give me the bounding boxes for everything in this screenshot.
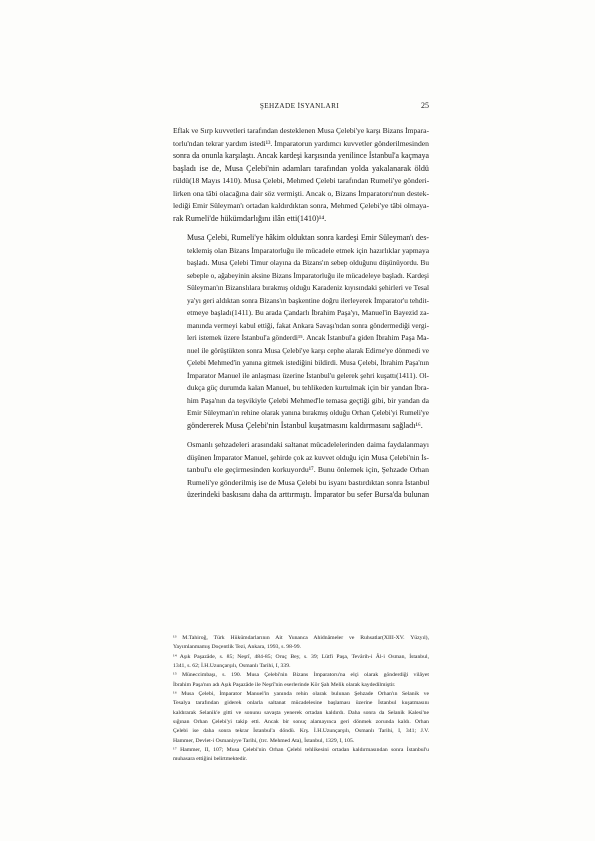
- text-line: başladı ise de, Musa Çelebi'nin adamları tarafından yolda yakalanarak öldü: [173, 163, 429, 173]
- footnote-17: [173, 746, 429, 765]
- text-line: rak Rumeli'de hükümdarlığını ilân etti(1410)¹⁴.: [173, 213, 327, 223]
- text-line: Rumeli'ye gönderilmiş ise de Musa Çelebi bu isyanı bastırdıktan sonra İstanbul: [187, 477, 429, 487]
- text-line: İmparator Manuel ile anlaşması üzerine İstanbul'u gelerek şehri kuşattı(1411). Ol-: [187, 370, 429, 380]
- footnote-line: İbrahim Paşa'nın adı Aşık Paşazâde ile Neşrî'nin eserlerinde Kör Şah Melik olarak kaydedilmiştir.: [173, 681, 396, 688]
- text-line: düşünen İmparator Manuel, şehirde çok az kuvvet olduğu için Musa Çelebi'nin İs-: [187, 452, 429, 462]
- text-line: sebeple o, ağabeyinin aksine Bizans İmparatorluğu ile mücadeleye başladı. Kardeşi: [187, 271, 429, 280]
- footnote-line: Tesalya tarafından giderek onlarla saltanat mücadelesine başlaması üzerine İstanbul kuşatmasını: [173, 700, 429, 707]
- text-line: Osmanlı şehzadeleri arasındaki saltanat mücadelelerinden daima faydalanmayı: [187, 440, 429, 449]
- footnote-15: [173, 671, 429, 690]
- text-line: nuel ile görüştükten sonra Musa Çelebi'ye karşı cephe alarak Edirne'ye dönmedi ve: [187, 346, 429, 355]
- text-line: başladı. Musa Çelebi Timur olayına da Bizans'ın sebep olduğunu düşünüyordu. Bu: [187, 259, 429, 267]
- paragraph-3: [173, 439, 429, 502]
- text-line: lediği Emir Süleyman'ı ortadan kaldırdıktan sonra, Mehmed Çelebi'ye tâbi olmaya-: [173, 201, 429, 210]
- footnote-line: Hammer, Devlet-i Osmaniyye Tarihi, (trc. Mehmed Ata), İstanbul, 1329, I, 105.: [173, 737, 355, 744]
- text-line: üzerindeki baskısını daha da arttırmıştı. İmparator bu sefer Bursa'da bulunan: [187, 490, 429, 499]
- paragraph-1: [173, 125, 429, 225]
- footnote-13: [173, 634, 429, 653]
- text-line: teklemiş olan Bizans İmparatorluğu ile mücadele etmek için hazırlıklar yapmaya: [187, 245, 429, 255]
- footnote-line: ¹⁷ Hammer, II, 107; Musa Çelebi'nin Orhan Çelebi tehlikesini ortadan kaldırmasından sonra İstanbul'u: [173, 747, 429, 754]
- text-line: dukça güç durumda kalan Manuel, bu tehlikeden kurtulmak için bir yandan İbra-: [187, 383, 429, 392]
- footnote-line: ¹⁶ Musa Çelebi, İmparator Manuel'in yanında rehin olarak bulunan Şehzade Orhan'ın Selanik ve: [173, 691, 429, 698]
- page-number: 25: [421, 101, 429, 110]
- footnote-line: ¹⁵ Müneccimbaşı, s. 190. Musa Çelebi'nin Bizans İmparatoru'na elçi olarak gönderdiği vilâyet: [173, 672, 429, 679]
- running-title: ŞEHZADE İSYANLARI: [259, 102, 340, 110]
- text-line: manında vermeyi kabul ettiği, fakat Ankara Savaşı'ndan sonra göndermediği vergi-: [187, 321, 429, 330]
- text-line: tanbul'u ele geçirmesinden korkuyordu¹⁷. Bunu önlemek için, Şehzade Orhan: [187, 465, 429, 474]
- footnote-line: Çelebi ise daha sonra tekrar İstanbul'a döndü. Krş. İ.H.Uzunçarşılı, Osmanlı Tarihi, I, 341; J.V.: [173, 728, 429, 735]
- text-line: Eflak ve Sırp kuvvetleri tarafından desteklenen Musa Çelebi'ye karşı Bizans İmpara-: [173, 126, 429, 135]
- footnote-line: muhasara ettiğini belirtmektedir.: [173, 756, 248, 763]
- footnotes: [173, 634, 429, 765]
- text-line: Emir Süleyman'ın rehine olarak yanına bırakmış olduğu Orhan Çelebi'yi Rumeli'ye: [187, 409, 429, 417]
- text-line: etmeye başladı(1411). Bu arada Çandarlı İbrahim Paşa'yı, Manuel'in Bayezid za-: [187, 308, 429, 317]
- text-line: ya'yı geri aldıktan sonra Bizans'ın başkentine doğru ilerleyerek İmparator'u tehdit-: [187, 295, 429, 305]
- text-line: rüldü(18 Mayıs 1410). Musa Çelebi, Mehmed Çelebi tarafından Rumeli'ye gönderi-: [173, 176, 429, 185]
- text-line: torlu'ndan tekrar yardım istedi¹³. İmparatorun yardımcı kuvvetler gönderilmesinden: [173, 138, 429, 148]
- footnote-line: ¹⁴ Aşık Paşazâde, s. 85; Neşrî, 484-85; Oruç Bey, s. 39; Lütfi Paşa, Tevârih-i Âl-i Osman, İstanbul,: [173, 653, 429, 660]
- footnote-line: kaldırarak Selanik'e gitti ve sonunu savaşta yenerek ortadan kaldırdı. Daha sonra da Selanik Kalesi'ne: [173, 709, 429, 716]
- footnote-14: [173, 653, 429, 672]
- footnote-line: ¹³ M.Tahiroğ, Türk Hükümdarlarının Ait Yunanca Ahidnâmeler ve Ruhsatlar(XIII-XV. Yüzyıl),: [173, 635, 429, 641]
- text-line: Süleyman'ın Bizanslılara bırakmış olduğu Karadeniz kıyısındaki şehirleri ve Tesal: [187, 283, 429, 292]
- text-line: göndererek Musa Çelebi'nin İstanbul kuşatmasını kaldırmasını sağladı¹⁶.: [187, 420, 423, 430]
- text-line: Musa Çelebi, Rumeli'ye hâkim olduktan sonra kardeşi Emir Süleyman'ı des-: [187, 233, 429, 242]
- text-line: Çelebi Mehmed'in yanına gitmek istediğini bildirdi. Musa Çelebi, İbrahim Paşa'nın: [187, 359, 429, 367]
- text-line: sonra da onunla karşılaştı. Ancak kardeşi karşısında yenilince İstanbul'a kaçmaya: [173, 151, 429, 160]
- footnote-line: sığınan Orhan Çelebi'yi takip etti. Ancak bir sonuç alamayınca geri dönmek zorunda kaldı. Orhan: [173, 719, 429, 726]
- text-line: leri istemek üzere İstanbul'a gönderdi¹⁵. Ancak İstanbul'a giden İbrahim Paşa Ma-: [187, 333, 429, 342]
- paragraph-2: [173, 232, 429, 432]
- text-line: him Paşa'nın da teşvikiyle Çelebi Mehmed'le temasa geçtiği gibi, bir yandan da: [187, 395, 429, 405]
- footnote-line: 1341, s. 62; İ.H.Uzunçarşılı, Osmanlı Tarihi, I, 339.: [173, 663, 291, 670]
- footnote-line: Yayımlanmamış Doçentlik Tezi, Ankara, 1993, s. 98-99.: [173, 644, 301, 651]
- body-text: [173, 125, 429, 502]
- footnote-16: [173, 690, 429, 746]
- text-line: lirken ona tâbi olacağına dair söz vermişti. Ancak o, Bizans İmparatoru'nun destek-: [173, 188, 429, 198]
